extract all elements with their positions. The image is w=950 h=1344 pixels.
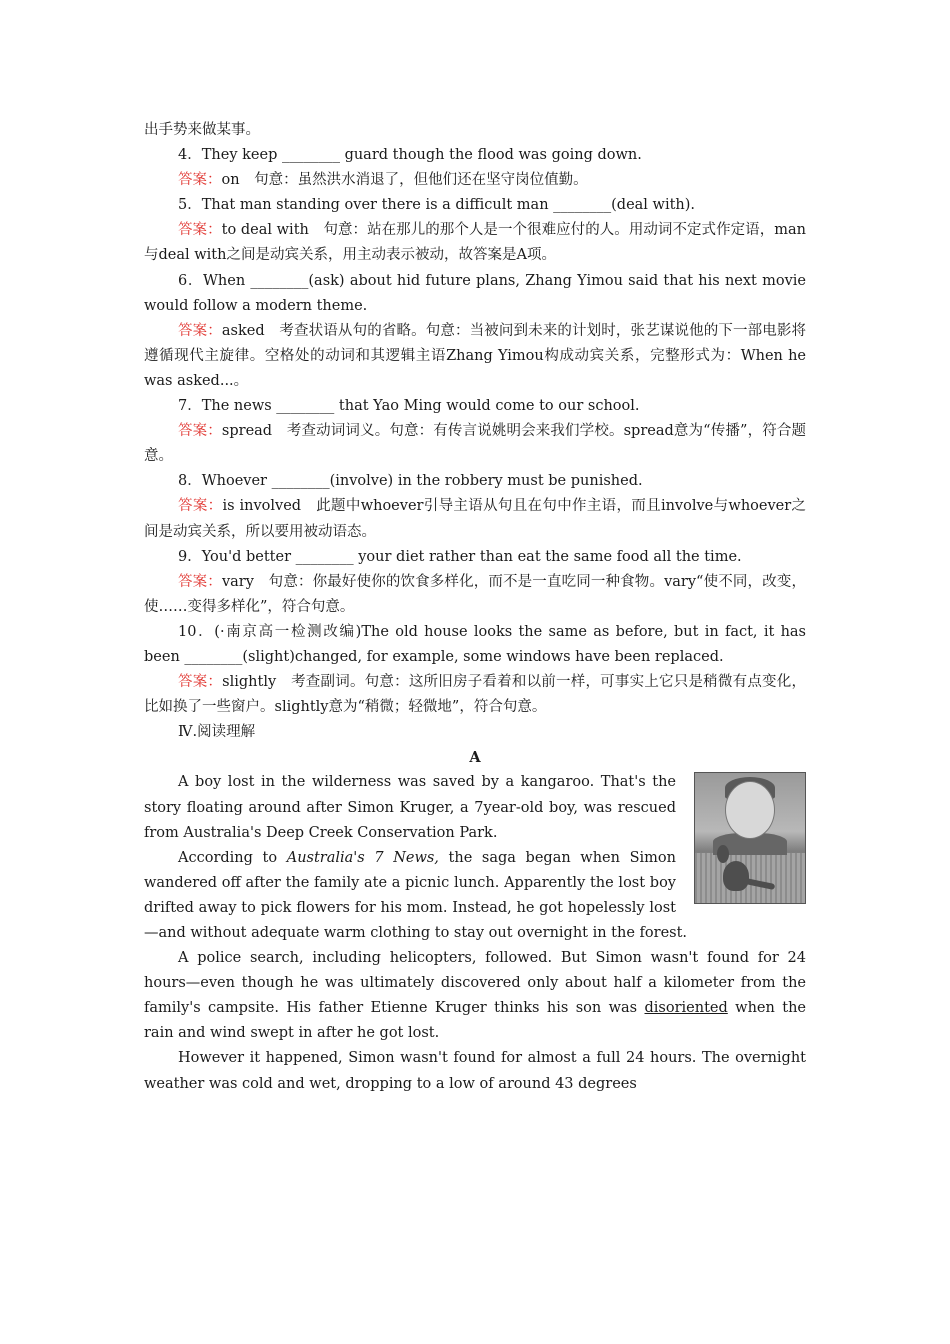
answer-line xyxy=(144,670,806,720)
question-4 xyxy=(144,143,806,193)
passage-paragraph-1: A boy lost in the wilderness was saved by a kangaroo. That's the story floating around after Simon Kruger, a 7year-old boy, was rescued from Australia's Deep Creek Conservation Park. xyxy=(144,774,676,841)
answer-text: on 句意：虽然洪水消退了，但他们还在坚守岗位值勤。 xyxy=(221,172,588,189)
answer-line xyxy=(144,319,806,394)
answer-text: is involved 此题中whoever引导主语从句且在句中作主语，而且involve与whoever之间是动宾关系，所以要用被动语态。 xyxy=(144,498,807,540)
document-page xyxy=(144,118,806,1097)
question-text: 4．They keep ________ guard though the flood was going down. xyxy=(178,147,642,164)
intro-line: 出手势来做某事。 xyxy=(144,122,260,138)
question-5 xyxy=(144,193,806,268)
reading-passage xyxy=(144,770,806,1096)
paragraph-text: According to xyxy=(178,849,287,866)
section-heading: Ⅳ.阅读理解 xyxy=(178,724,256,741)
answer-line xyxy=(144,419,806,469)
answer-line xyxy=(144,570,806,620)
question-7 xyxy=(144,394,806,469)
paragraph-text: when the rain and wind swept in after he got lost. xyxy=(144,1000,806,1042)
question-text: 6．When ________(ask) about hid future plans, Zhang Yimou said that his next movie would follow a modern theme. xyxy=(144,272,806,314)
question-8 xyxy=(144,469,806,544)
answer-label: 答案： xyxy=(178,322,222,339)
news-source: Australia's 7 News, xyxy=(286,849,439,866)
answer-label: 答案： xyxy=(178,573,222,590)
answer-text: slightly 考查副词。句意：这所旧房子看着和以前一样，可事实上它只是稍微有点变化，比如换了一些窗户。slightly意为“稍微；轻微地”，符合句意。 xyxy=(144,674,806,716)
paragraph-text: the saga began when Simon wandered off after the family ate a picnic lunch. Apparently the lost boy drifted away to pick flowers for his mom. Instead, he got hopelessly lost—and without adequate warm clothing to stay out overnight in the forest. xyxy=(144,849,688,941)
question-text: 8．Whoever ________(involve) in the robbery must be punished. xyxy=(178,473,643,490)
passage-label: A xyxy=(469,749,481,767)
answer-text: to deal with 句意：站在那儿的那个人是一个很难应付的人。用动词不定式作定语，man与deal with之间是动宾关系，用主动表示被动，故答案是A项。 xyxy=(144,222,807,264)
paragraph-text: A police search, including helicopters, followed. But Simon wasn't found for 24 hours—even though he was ultimately discovered only about half a kilometer from the family's campsite. His father Etienne Kruger thinks his son was xyxy=(144,950,806,1017)
question-text: 7．The news ________ that Yao Ming would come to our school. xyxy=(178,398,640,415)
answer-label: 答案： xyxy=(178,674,223,691)
answer-line xyxy=(144,168,806,193)
passage-paragraph-4: However it happened, Simon wasn't found for almost a full 24 hours. The overnight weather was cold and wet, dropping to a low of around 43 degrees xyxy=(144,1050,806,1092)
question-text: 10．(·南京高一检测改编)The old house looks the same as before, but in fact, it has been ________(slight)changed, for example, some windows have been replaced. xyxy=(144,623,806,665)
answer-line xyxy=(144,494,806,544)
question-9 xyxy=(144,545,806,620)
answer-label: 答案： xyxy=(178,498,223,515)
question-10 xyxy=(144,620,806,720)
answer-label: 答案： xyxy=(178,222,222,239)
question-text: 9．You'd better ________ your diet rather than eat the same food all the time. xyxy=(178,548,742,565)
answer-label: 答案： xyxy=(178,172,222,189)
question-6 xyxy=(144,269,806,394)
answer-line xyxy=(144,218,806,268)
boy-kangaroo-photo xyxy=(694,772,806,904)
answer-text: asked 考查状语从句的省略。句意：当被问到未来的计划时，张艺谋说他的下一部电影将遵循现代主旋律。空格处的动词和其逻辑主语Zhang Yimou构成动宾关系，完整形式为：When he was asked...。 xyxy=(144,322,807,389)
answer-text: vary 句意：你最好使你的饮食多样化，而不是一直吃同一种食物。vary“使不同，改变，使……变得多样化”，符合句意。 xyxy=(144,573,806,615)
underlined-word: disoriented xyxy=(644,1000,728,1017)
answer-label: 答案： xyxy=(178,423,222,440)
question-text: 5．That man standing over there is a difficult man ________(deal with). xyxy=(178,197,696,214)
answer-text: spread 考查动词词义。句意：有传言说姚明会来我们学校。spread意为“传播”，符合题意。 xyxy=(144,423,806,465)
passage-paragraph-3 xyxy=(144,946,806,1046)
